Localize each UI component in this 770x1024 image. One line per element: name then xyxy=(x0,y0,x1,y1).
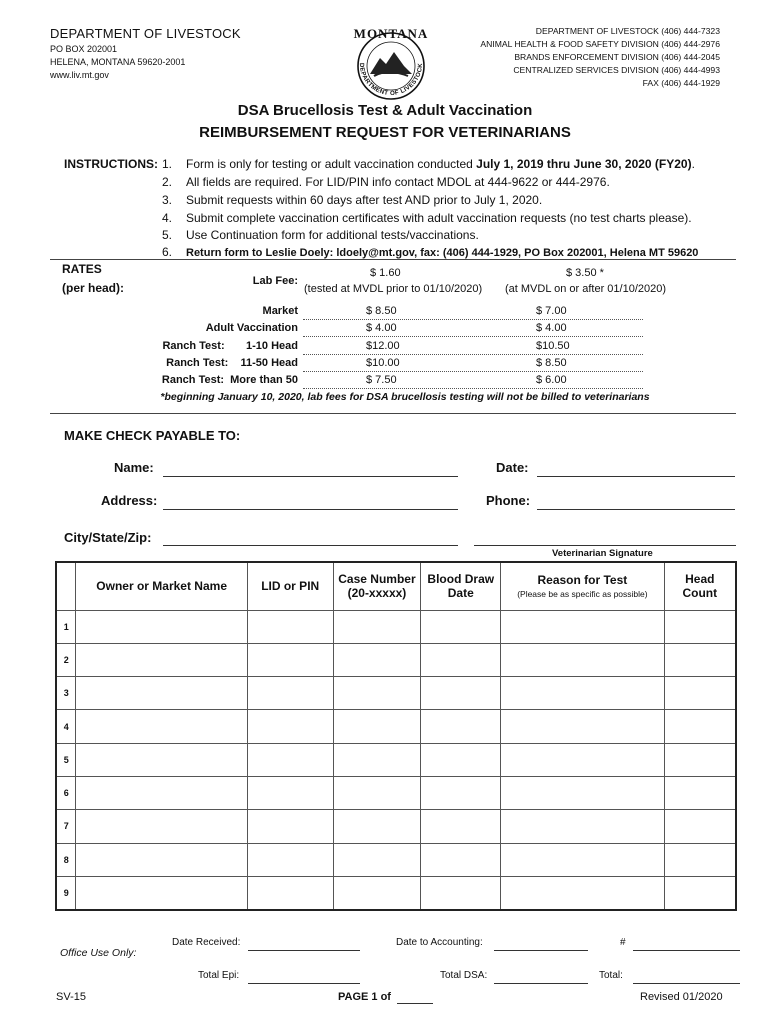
rates-footnote: *beginning January 10, 2020, lab fees for DSA brucellosis testing will not be billed to veterinarians xyxy=(160,391,650,403)
rate-value: $ 7.00 xyxy=(536,305,567,317)
lid-cell[interactable] xyxy=(247,710,333,743)
rate-value: $12.00 xyxy=(366,340,400,352)
dotted-rule xyxy=(303,336,643,337)
table-row xyxy=(56,810,736,843)
total-field[interactable] xyxy=(633,983,740,984)
case-cell[interactable] xyxy=(333,810,421,843)
total-dsa-field[interactable] xyxy=(494,983,588,984)
reason-cell[interactable] xyxy=(501,810,664,843)
head-count-cell[interactable] xyxy=(664,743,736,776)
owner-cell[interactable] xyxy=(76,876,247,909)
row-number: 4 xyxy=(56,710,76,743)
case-cell[interactable] xyxy=(333,843,421,876)
payable-heading: MAKE CHECK PAYABLE TO: xyxy=(64,428,241,443)
head-count-cell[interactable] xyxy=(664,710,736,743)
draw-date-cell[interactable] xyxy=(421,843,501,876)
col-draw-date-header: Blood Draw Date xyxy=(421,562,501,610)
lid-cell[interactable] xyxy=(247,677,333,710)
case-cell[interactable] xyxy=(333,677,421,710)
owner-cell[interactable] xyxy=(76,710,247,743)
reason-cell[interactable] xyxy=(501,843,664,876)
logo-ring-text: DEPARTMENT OF LIVESTOCK xyxy=(357,62,425,98)
reason-cell[interactable] xyxy=(501,643,664,676)
col-case-header: Case Number (20-xxxxx) xyxy=(333,562,421,610)
draw-date-cell[interactable] xyxy=(421,743,501,776)
lid-cell[interactable] xyxy=(247,843,333,876)
rate-value: $ 6.00 xyxy=(536,374,567,386)
reason-cell[interactable] xyxy=(501,743,664,776)
row-number: 2 xyxy=(56,643,76,676)
row-number: 7 xyxy=(56,810,76,843)
total-epi-label: Total Epi: xyxy=(198,970,240,981)
row-number: 6 xyxy=(56,776,76,809)
rate-label: Ranch Test: 11-50 Head xyxy=(166,357,298,369)
lid-cell[interactable] xyxy=(247,810,333,843)
reason-cell[interactable] xyxy=(501,710,664,743)
lab-fee-col1: $ 1.60 xyxy=(370,267,401,279)
row-number-header xyxy=(56,562,76,610)
draw-date-cell[interactable] xyxy=(421,610,501,643)
lid-cell[interactable] xyxy=(247,743,333,776)
date-field[interactable] xyxy=(537,476,735,477)
name-field[interactable] xyxy=(163,476,458,477)
lab-fee-note-col2: (at MVDL on or after 01/10/2020) xyxy=(505,283,667,295)
dept-name: DEPARTMENT OF LIVESTOCK xyxy=(50,26,241,41)
table-row xyxy=(56,677,736,710)
dotted-rule xyxy=(303,354,643,355)
rate-value: $ 4.00 xyxy=(536,322,567,334)
contact-line: BRANDS ENFORCEMENT DIVISION (406) 444-2045 xyxy=(514,52,720,62)
date-received-label: Date Received: xyxy=(172,937,241,948)
total-label: Total: xyxy=(599,970,623,981)
city-state-zip-field[interactable] xyxy=(163,545,458,546)
head-count-cell[interactable] xyxy=(664,677,736,710)
rate-value: $10.50 xyxy=(536,340,570,352)
case-cell[interactable] xyxy=(333,610,421,643)
rate-value: $ 8.50 xyxy=(536,357,567,369)
head-count-cell[interactable] xyxy=(664,643,736,676)
website: www.liv.mt.gov xyxy=(50,70,109,80)
contact-line: FAX (406) 444-1929 xyxy=(642,78,720,88)
rates-sublabel: (per head): xyxy=(62,281,125,295)
owner-cell[interactable] xyxy=(76,843,247,876)
reason-cell[interactable] xyxy=(501,876,664,909)
lab-fee-col2: $ 3.50 * xyxy=(566,267,604,279)
signature-field[interactable] xyxy=(474,545,736,546)
dotted-rule xyxy=(303,319,643,320)
rate-value: $ 8.50 xyxy=(366,305,397,317)
number-field[interactable] xyxy=(633,950,740,951)
head-count-cell[interactable] xyxy=(664,843,736,876)
instruction-item: 2. All fields are required. For LID/PIN info contact MDOL at 444-9622 or 444-2976. xyxy=(162,175,610,189)
address-label: Address: xyxy=(101,493,158,508)
rates-label: RATES xyxy=(62,262,102,276)
head-count-cell[interactable] xyxy=(664,776,736,809)
instruction-item: 6. Return form to Leslie Doely: ldoely@mt.gov, fax: (406) 444-1929, PO Box 202001, Helena MT 59620 xyxy=(162,245,699,259)
reason-cell[interactable] xyxy=(501,610,664,643)
address-line-2: HELENA, MONTANA 59620-2001 xyxy=(50,57,186,67)
phone-field[interactable] xyxy=(537,509,735,510)
instruction-item: 5. Use Continuation form for additional tests/vaccinations. xyxy=(162,228,479,242)
draw-date-cell[interactable] xyxy=(421,710,501,743)
logo-top-text: MONTANA xyxy=(353,26,429,41)
date-received-field[interactable] xyxy=(248,950,360,951)
col-owner-header: Owner or Market Name xyxy=(76,562,247,610)
lid-cell[interactable] xyxy=(247,876,333,909)
address-field[interactable] xyxy=(163,509,458,510)
row-number: 9 xyxy=(56,876,76,909)
owner-cell[interactable] xyxy=(76,743,247,776)
form-id: SV-15 xyxy=(56,991,86,1003)
reason-cell[interactable] xyxy=(501,677,664,710)
rate-label: Market xyxy=(262,305,298,317)
draw-date-cell[interactable] xyxy=(421,677,501,710)
row-number: 1 xyxy=(56,610,76,643)
col-lid-header: LID or PIN xyxy=(247,562,333,610)
table-row xyxy=(56,843,736,876)
contact-line: CENTRALIZED SERVICES DIVISION (406) 444-4993 xyxy=(513,65,720,75)
contact-line: ANIMAL HEALTH & FOOD SAFETY DIVISION (406) 444-2976 xyxy=(480,39,720,49)
case-cell[interactable] xyxy=(333,743,421,776)
table-row xyxy=(56,610,736,643)
instruction-item: 1. Form is only for testing or adult vaccination conducted July 1, 2019 thru June 30, 2020 (FY20). xyxy=(162,157,695,171)
form-title: DSA Brucellosis Test & Adult Vaccination xyxy=(237,102,533,119)
table-row xyxy=(56,743,736,776)
date-to-accounting-label: Date to Accounting: xyxy=(396,937,483,948)
page-number-label: PAGE 1 of xyxy=(338,991,391,1003)
draw-date-cell[interactable] xyxy=(421,643,501,676)
number-label: # xyxy=(620,937,626,948)
row-number: 5 xyxy=(56,743,76,776)
office-use-label: Office Use Only: xyxy=(60,947,137,959)
table-row xyxy=(56,776,736,809)
table-header-row xyxy=(56,562,736,610)
owner-cell[interactable] xyxy=(76,776,247,809)
owner-cell[interactable] xyxy=(76,643,247,676)
form-subtitle: REIMBURSEMENT REQUEST FOR VETERINARIANS xyxy=(199,124,571,141)
case-cell[interactable] xyxy=(333,710,421,743)
address-line-1: PO BOX 202001 xyxy=(50,44,118,54)
head-count-cell[interactable] xyxy=(664,876,736,909)
total-epi-field[interactable] xyxy=(248,983,360,984)
table-row xyxy=(56,710,736,743)
owner-cell[interactable] xyxy=(76,677,247,710)
col-reason-header: Reason for Test (Please be as specific as possible) xyxy=(501,562,664,610)
dotted-rule xyxy=(303,371,643,372)
table-row xyxy=(56,643,736,676)
lid-cell[interactable] xyxy=(247,643,333,676)
lab-fee-note-col1: (tested at MVDL prior to 01/10/2020) xyxy=(304,283,483,295)
name-label: Name: xyxy=(114,460,154,475)
city-state-zip-label: City/State/Zip: xyxy=(64,530,152,545)
lid-cell[interactable] xyxy=(247,610,333,643)
instruction-item: 3. Submit requests within 60 days after test AND prior to July 1, 2020. xyxy=(162,193,543,207)
head-count-cell[interactable] xyxy=(664,810,736,843)
rate-value: $10.00 xyxy=(366,357,400,369)
signature-label: Veterinarian Signature xyxy=(552,548,653,559)
col-head-count-header: Head Count xyxy=(664,562,736,610)
divider xyxy=(50,413,736,414)
instructions-label: INSTRUCTIONS: xyxy=(64,157,158,171)
page-total-field[interactable] xyxy=(397,1003,433,1004)
draw-date-cell[interactable] xyxy=(421,776,501,809)
case-cell[interactable] xyxy=(333,876,421,909)
owner-cell[interactable] xyxy=(76,610,247,643)
montana-livestock-logo xyxy=(346,24,436,102)
rate-value: $ 7.50 xyxy=(366,374,397,386)
revision-date: Revised 01/2020 xyxy=(640,991,723,1003)
instruction-item: 4. Submit complete vaccination certificates with adult vaccination requests (no test charts please). xyxy=(162,211,692,225)
rate-label: Ranch Test: More than 50 xyxy=(161,374,298,386)
rate-value: $ 4.00 xyxy=(366,322,397,334)
date-label: Date: xyxy=(496,460,529,475)
divider xyxy=(50,259,736,260)
rate-label: Ranch Test: 1-10 Head xyxy=(162,340,298,352)
row-number: 8 xyxy=(56,843,76,876)
draw-date-cell[interactable] xyxy=(421,810,501,843)
lab-fee-label: Lab Fee: xyxy=(252,275,298,287)
contact-line: DEPARTMENT OF LIVESTOCK (406) 444-7323 xyxy=(535,26,720,36)
lid-cell[interactable] xyxy=(247,776,333,809)
dotted-rule xyxy=(303,388,643,389)
case-cell[interactable] xyxy=(333,643,421,676)
case-cell[interactable] xyxy=(333,776,421,809)
rate-label: Adult Vaccination xyxy=(205,322,298,334)
row-number: 3 xyxy=(56,677,76,710)
date-to-accounting-field[interactable] xyxy=(494,950,588,951)
table-row xyxy=(56,876,736,909)
head-count-cell[interactable] xyxy=(664,610,736,643)
total-dsa-label: Total DSA: xyxy=(440,970,488,981)
entries-table xyxy=(55,561,737,911)
draw-date-cell[interactable] xyxy=(421,876,501,909)
owner-cell[interactable] xyxy=(76,810,247,843)
reason-cell[interactable] xyxy=(501,776,664,809)
phone-label: Phone: xyxy=(486,493,531,508)
